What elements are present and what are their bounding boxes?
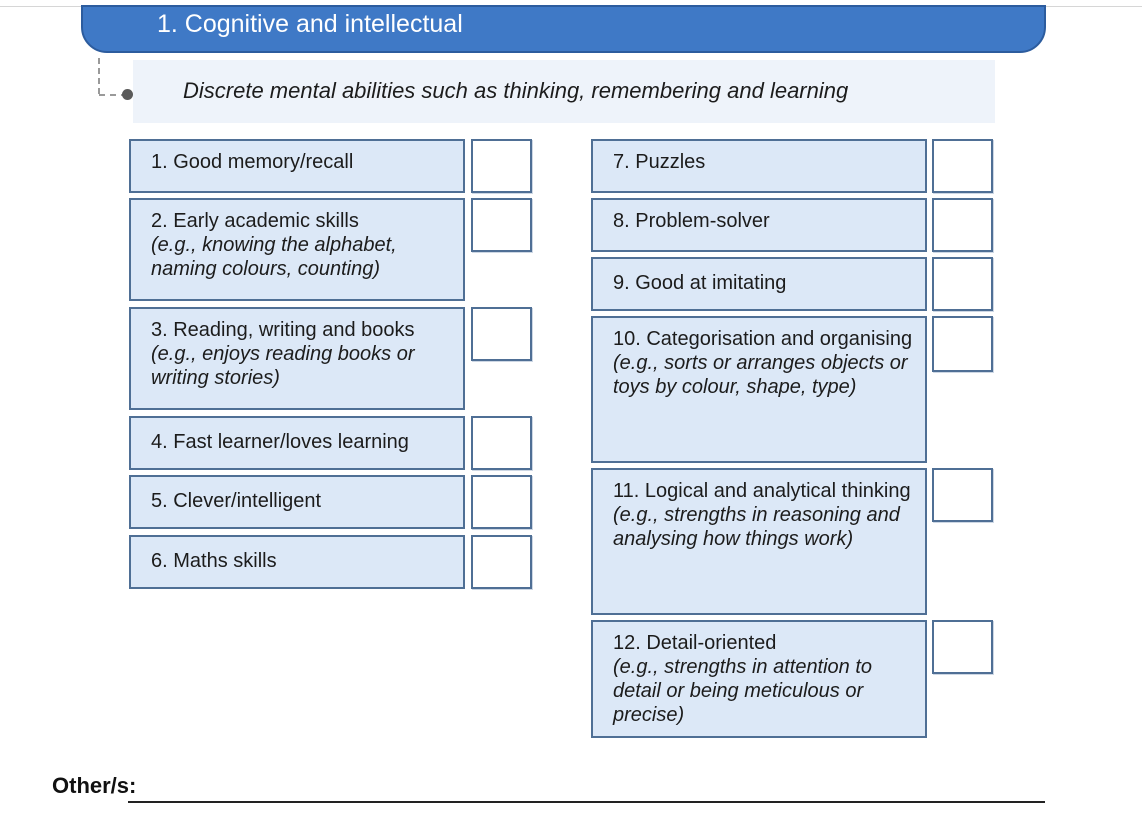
checkbox-good-memory[interactable] [471, 139, 532, 193]
item-example: (e.g., knowing the alphabet, naming colours, counting) [151, 234, 397, 280]
item-early-academic-skills [129, 198, 465, 301]
checkbox-detail-oriented[interactable] [932, 620, 993, 674]
item-label: 6. Maths skills [151, 550, 277, 572]
connector-line-vertical [98, 58, 100, 94]
item-maths-skills [129, 535, 465, 589]
checkbox-reading-writing[interactable] [471, 307, 532, 361]
item-detail-oriented [591, 620, 927, 738]
item-label: 1. Good memory/recall [151, 151, 354, 173]
checkbox-good-at-imitating[interactable] [932, 257, 993, 311]
item-puzzles [591, 139, 927, 193]
section-description: Discrete mental abilities such as thinking, remembering and learning [183, 78, 849, 103]
item-label: 8. Problem-solver [613, 210, 770, 232]
item-label: 5. Clever/intelligent [151, 490, 322, 512]
checkbox-maths-skills[interactable] [471, 535, 532, 589]
item-label: 7. Puzzles [613, 151, 706, 173]
checkbox-problem-solver[interactable] [932, 198, 993, 252]
item-good-at-imitating [591, 257, 927, 311]
item-label: 3. Reading, writing and books [151, 319, 415, 341]
section-title: 1. Cognitive and intellectual [157, 10, 463, 38]
item-good-memory [129, 139, 465, 193]
other-input-line[interactable] [128, 801, 1045, 803]
item-problem-solver [591, 198, 927, 252]
connector-dot-icon [122, 89, 133, 100]
item-logical-thinking [591, 468, 927, 615]
item-label: 9. Good at imitating [613, 272, 787, 294]
item-example: (e.g., sorts or arranges objects or toys by colour, shape, type) [613, 352, 908, 398]
item-label: 10. Categorisation and organising [613, 328, 913, 350]
checkbox-clever-intelligent[interactable] [471, 475, 532, 529]
item-fast-learner [129, 416, 465, 470]
item-example: (e.g., enjoys reading books or writing stories) [151, 343, 415, 389]
item-label: 12. Detail-oriented [613, 632, 777, 654]
item-reading-writing [129, 307, 465, 410]
item-example: (e.g., strengths in attention to detail or being meticulous or precise) [613, 656, 873, 726]
checkbox-categorisation[interactable] [932, 316, 993, 372]
item-label: 4. Fast learner/loves learning [151, 431, 409, 453]
item-label: 2. Early academic skills [151, 210, 359, 232]
item-categorisation [591, 316, 927, 463]
checkbox-early-academic-skills[interactable] [471, 198, 532, 252]
other-label: Other/s: [52, 773, 137, 798]
item-clever-intelligent [129, 475, 465, 529]
checkbox-fast-learner[interactable] [471, 416, 532, 470]
checkbox-logical-thinking[interactable] [932, 468, 993, 522]
item-label: 11. Logical and analytical thinking [613, 480, 911, 502]
item-example: (e.g., strengths in reasoning and analysing how things work) [613, 504, 900, 550]
checkbox-puzzles[interactable] [932, 139, 993, 193]
